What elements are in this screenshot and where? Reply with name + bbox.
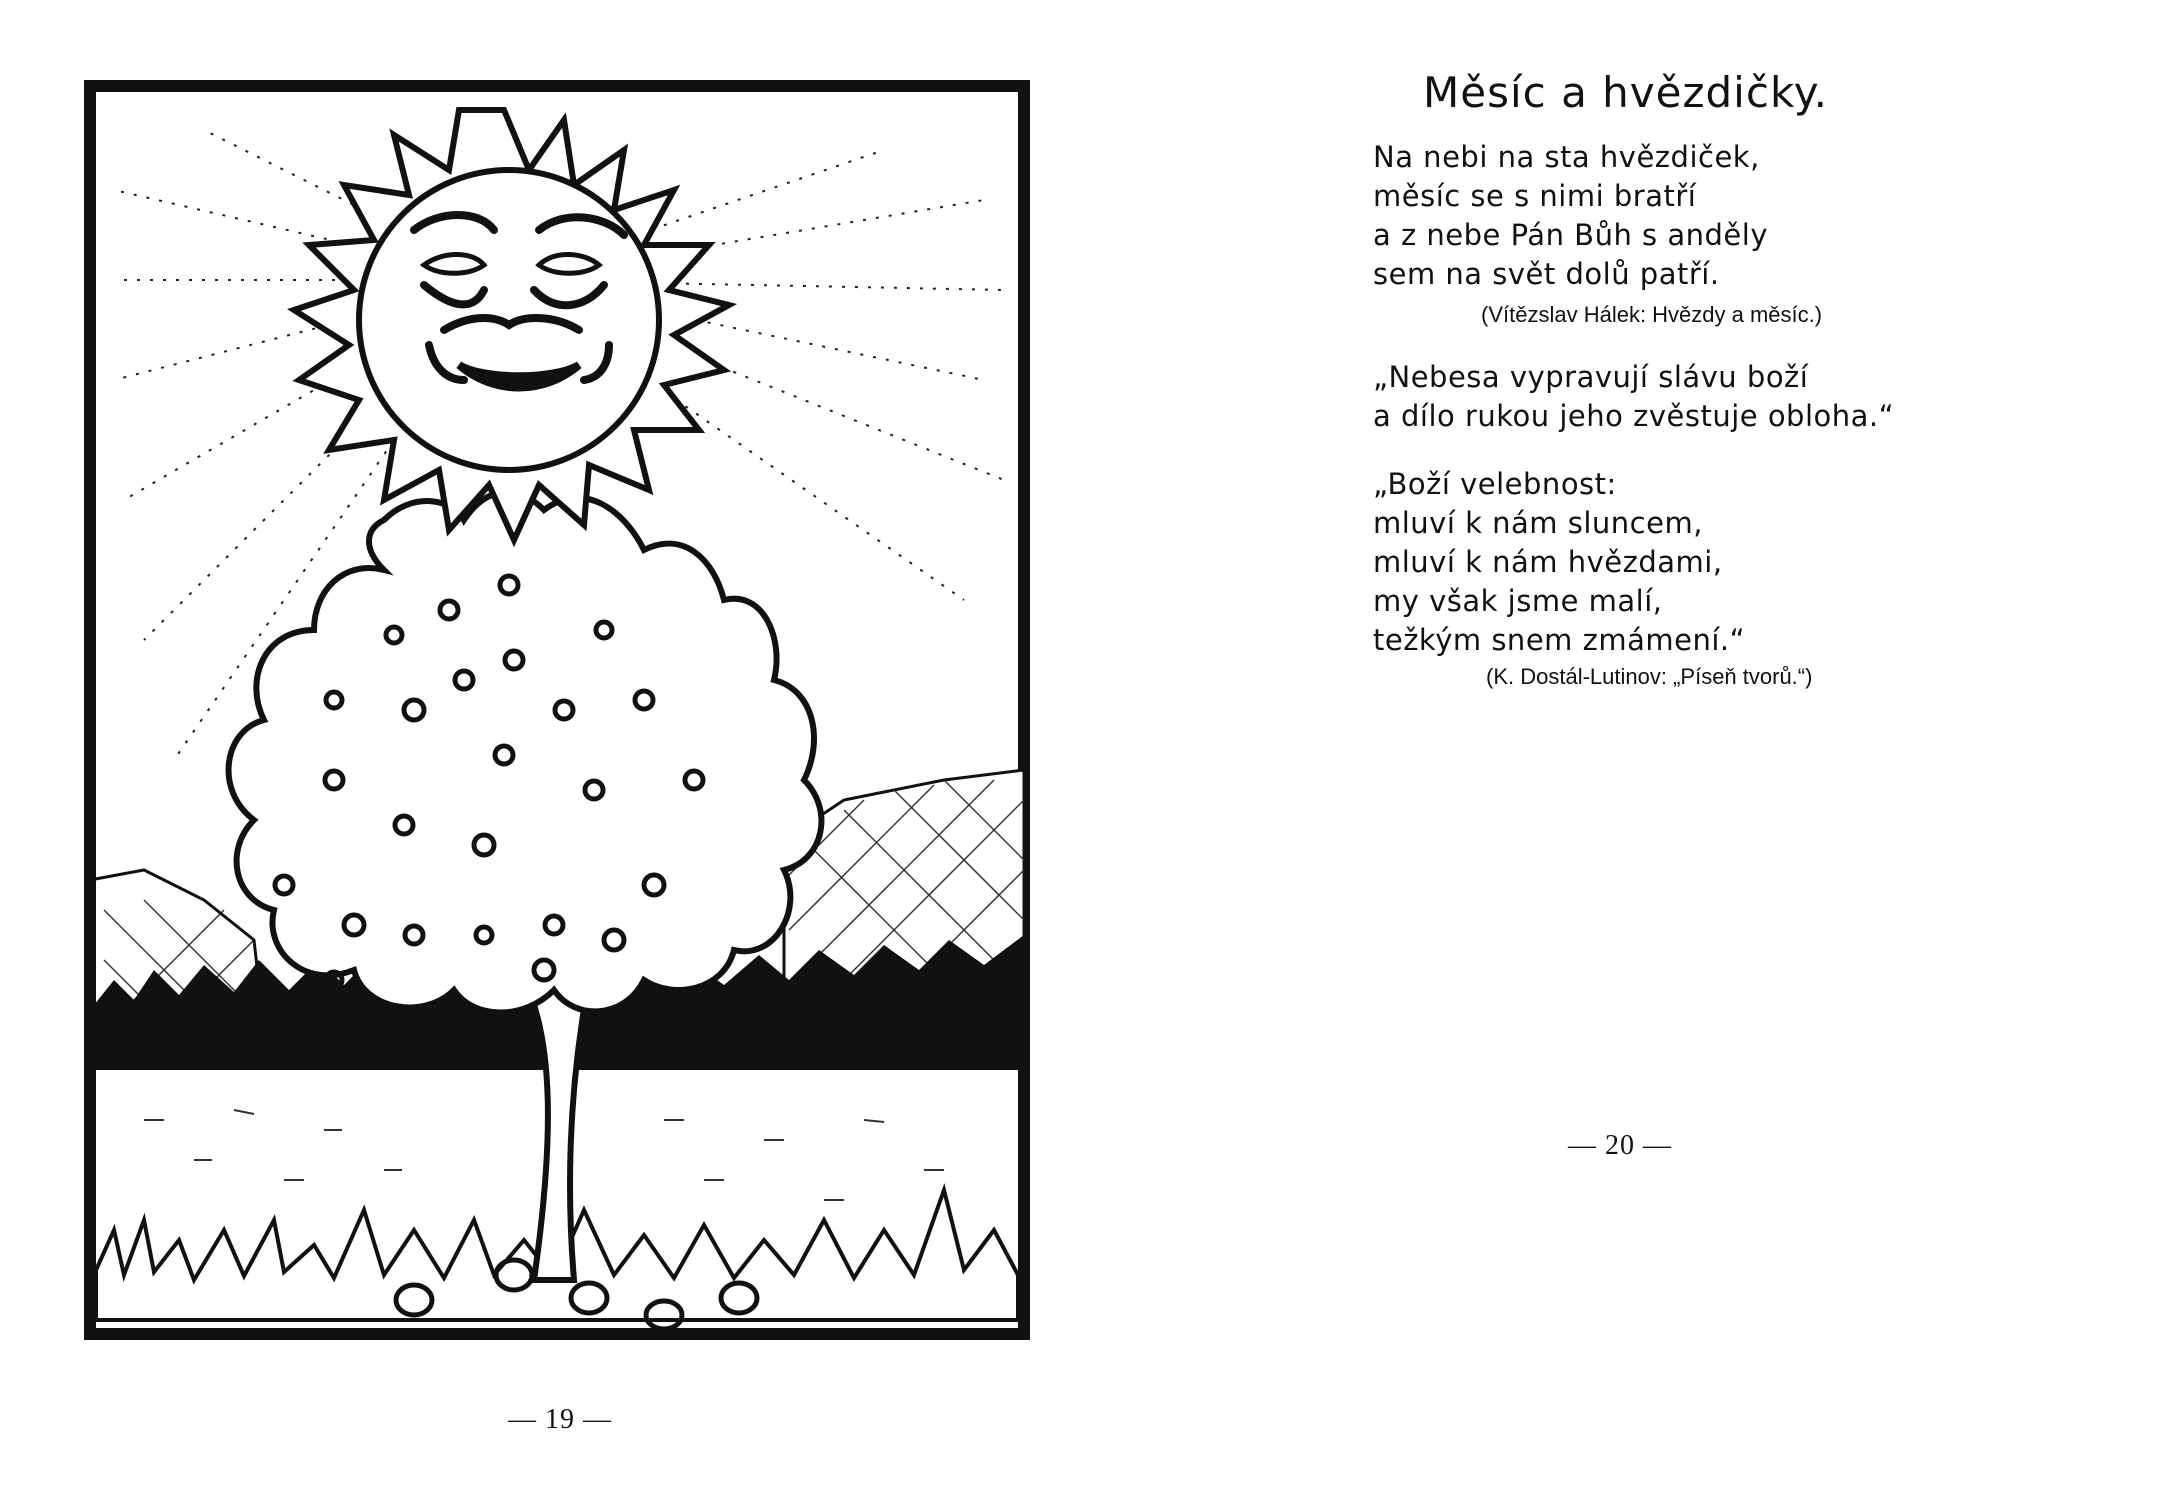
verse-line: Na nebi na sta hvězdiček, [1373, 140, 1760, 174]
verse-line: „Boží velebnost: [1373, 467, 1617, 501]
page-number-left: — 19 — [508, 1404, 612, 1435]
verse-line: sem na svět dolů patří. [1373, 257, 1720, 291]
page-number-right: — 20 — [1568, 1130, 1672, 1161]
verse-3 [1373, 465, 1745, 660]
verse-line: mluví k nám sluncem, [1373, 506, 1703, 540]
verse-line: a z nebe Pán Bůh s anděly [1373, 218, 1768, 252]
verse-line: my však jsme malí, [1373, 584, 1663, 618]
verse-line: měsíc se s nimi bratří [1373, 179, 1697, 213]
verse-3-attribution: (K. Dostál-Lutinov: „Píseň tvorů.“) [1486, 664, 1813, 689]
verse-line: „Nebesa vypravují slávu boží [1373, 360, 1809, 394]
poem-title: Měsíc a hvězdičky. [1423, 68, 1828, 117]
sun-face [359, 170, 659, 470]
verse-line: a dílo rukou jeho zvěstuje obloha.“ [1373, 399, 1895, 433]
verse-line: mluví k nám hvězdami, [1373, 545, 1723, 579]
verse-line: težkým snem zmámení.“ [1373, 623, 1746, 657]
right-page [1083, 0, 2166, 1500]
sun-tree-illustration [84, 80, 1030, 1340]
verse-2 [1373, 358, 1894, 436]
verse-1 [1373, 138, 1768, 294]
verse-1-attribution: (Vítězslav Hálek: Hvězdy a měsíc.) [1481, 302, 1823, 327]
